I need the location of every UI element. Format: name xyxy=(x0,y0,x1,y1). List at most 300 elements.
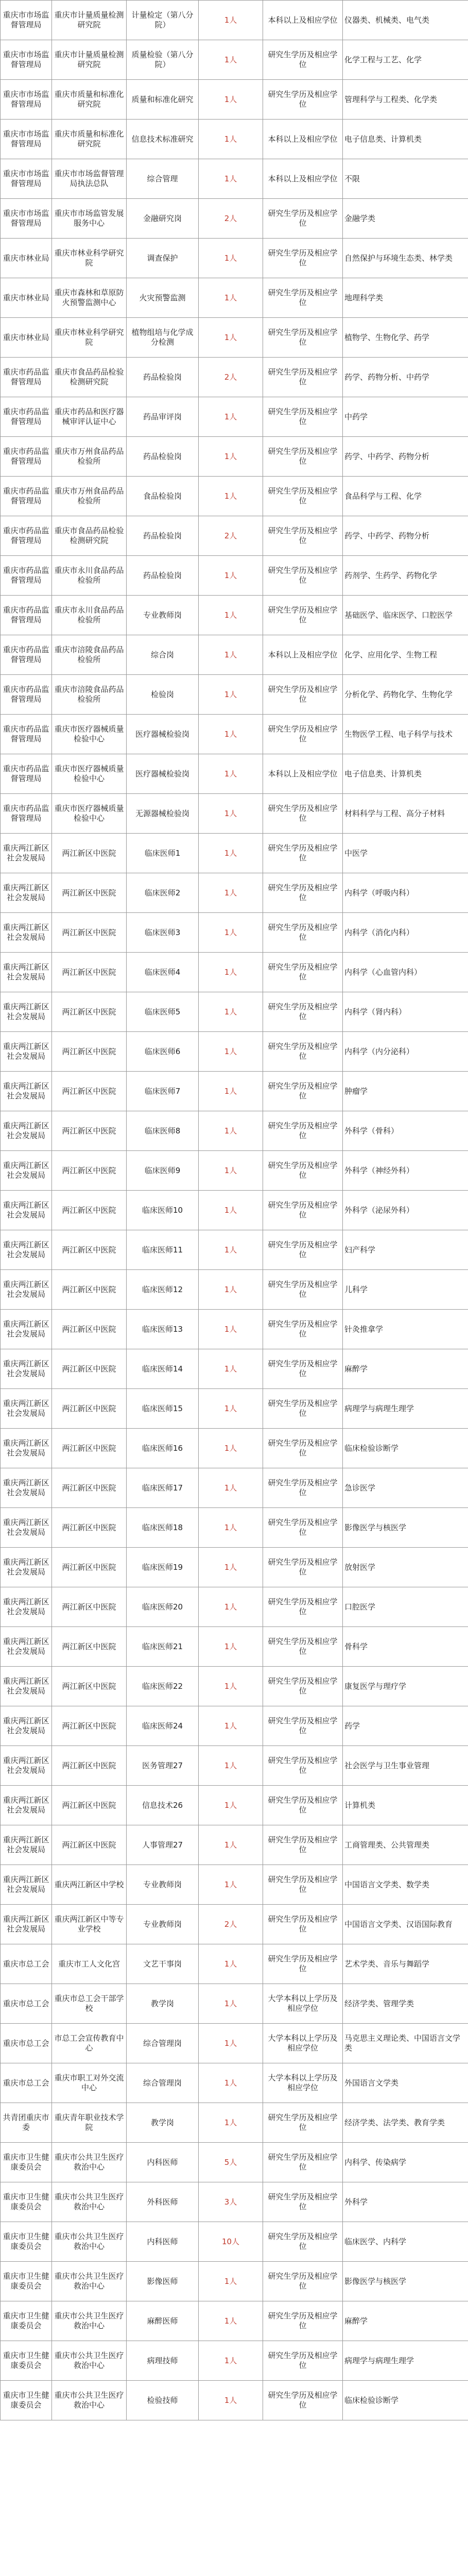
position-cell: 教学岗 xyxy=(127,2103,199,2143)
unit-cell: 重庆市公共卫生医疗救治中心 xyxy=(52,2222,127,2262)
count-cell: 1人 xyxy=(199,80,263,120)
unit-cell: 两江新区中医院 xyxy=(52,1786,127,1825)
unit-cell: 重庆市森林和草原防火预警监测中心 xyxy=(52,278,127,318)
position-cell: 影像医师 xyxy=(127,2262,199,2301)
count-cell: 1人 xyxy=(199,2341,263,2381)
position-cell: 火灾预警监测 xyxy=(127,278,199,318)
education-cell: 研究生学历及相应学位 xyxy=(263,1111,343,1151)
department-cell: 重庆市药品监督管理局 xyxy=(1,754,52,794)
table-row xyxy=(1,1627,468,1667)
unit-cell: 两江新区中医院 xyxy=(52,1151,127,1191)
count-cell: 1人 xyxy=(199,913,263,953)
count-cell: 1人 xyxy=(199,1270,263,1310)
education-cell: 研究生学历及相应学位 xyxy=(263,1072,343,1111)
department-cell: 重庆市市场监督管理局 xyxy=(1,40,52,80)
education-cell: 研究生学历及相应学位 xyxy=(263,516,343,556)
position-cell: 药品审评岗 xyxy=(127,397,199,437)
major-cell: 中国语言文学类、数学类 xyxy=(343,1865,468,1905)
position-cell: 临床医师22 xyxy=(127,1667,199,1706)
unit-cell: 重庆市药品和医疗器械审评认证中心 xyxy=(52,397,127,437)
position-cell: 计量检定（第八分院） xyxy=(127,1,199,40)
department-cell: 重庆市卫生健康委员会 xyxy=(1,2301,52,2341)
position-cell: 质量和标准化研究 xyxy=(127,80,199,120)
major-cell: 电子信息类、计算机类 xyxy=(343,120,468,159)
department-cell: 重庆两江新区社会发展局 xyxy=(1,1072,52,1111)
education-cell: 研究生学历及相应学位 xyxy=(263,278,343,318)
table-row xyxy=(1,1905,468,1944)
major-cell: 内科学（消化内科） xyxy=(343,913,468,953)
department-cell: 重庆两江新区社会发展局 xyxy=(1,873,52,913)
position-cell: 临床医师18 xyxy=(127,1508,199,1548)
table-row xyxy=(1,2103,468,2143)
major-cell: 外科学 xyxy=(343,2182,468,2222)
unit-cell: 重庆市食品药品检验检测研究院 xyxy=(52,358,127,397)
table-row xyxy=(1,1508,468,1548)
position-cell: 医务管理27 xyxy=(127,1746,199,1786)
major-cell: 基础医学、临床医学、口腔医学 xyxy=(343,596,468,635)
position-cell: 综合管理 xyxy=(127,159,199,199)
table-row xyxy=(1,1667,468,1706)
count-cell: 1人 xyxy=(199,1151,263,1191)
position-cell: 临床医师9 xyxy=(127,1151,199,1191)
major-cell: 口腔医学 xyxy=(343,1587,468,1627)
unit-cell: 重庆市公共卫生医疗救治中心 xyxy=(52,2301,127,2341)
position-cell: 专业教师岗 xyxy=(127,596,199,635)
count-cell: 1人 xyxy=(199,1746,263,1786)
education-cell: 研究生学历及相应学位 xyxy=(263,2301,343,2341)
education-cell: 研究生学历及相应学位 xyxy=(263,2182,343,2222)
department-cell: 重庆市药品监督管理局 xyxy=(1,358,52,397)
major-cell: 中药学 xyxy=(343,397,468,437)
department-cell: 重庆两江新区社会发展局 xyxy=(1,1468,52,1508)
table-row xyxy=(1,1270,468,1310)
position-cell: 临床医师4 xyxy=(127,953,199,992)
table-row xyxy=(1,1984,468,2024)
unit-cell: 两江新区中医院 xyxy=(52,953,127,992)
unit-cell: 重庆两江新区中等专业学校 xyxy=(52,1905,127,1944)
table-row xyxy=(1,199,468,239)
position-cell: 文艺干事岗 xyxy=(127,1944,199,1984)
table-row xyxy=(1,1230,468,1270)
major-cell: 针灸推拿学 xyxy=(343,1310,468,1349)
position-cell: 检验技师 xyxy=(127,2381,199,2420)
position-cell: 药品检验岗 xyxy=(127,516,199,556)
table-row xyxy=(1,2301,468,2341)
position-cell: 临床医师11 xyxy=(127,1230,199,1270)
education-cell: 研究生学历及相应学位 xyxy=(263,2103,343,2143)
major-cell: 外科学（泌尿外科） xyxy=(343,1191,468,1230)
department-cell: 重庆两江新区社会发展局 xyxy=(1,1865,52,1905)
position-cell: 专业教师岗 xyxy=(127,1905,199,1944)
count-cell: 1人 xyxy=(199,159,263,199)
table-row xyxy=(1,1587,468,1627)
department-cell: 重庆两江新区社会发展局 xyxy=(1,1825,52,1865)
count-cell: 1人 xyxy=(199,1191,263,1230)
department-cell: 重庆市药品监督管理局 xyxy=(1,675,52,715)
department-cell: 重庆两江新区社会发展局 xyxy=(1,1706,52,1746)
education-cell: 研究生学历及相应学位 xyxy=(263,1587,343,1627)
unit-cell: 重庆市公共卫生医疗救治中心 xyxy=(52,2143,127,2182)
major-cell: 化学、应用化学、生物工程 xyxy=(343,635,468,675)
education-cell: 研究生学历及相应学位 xyxy=(263,1905,343,1944)
unit-cell: 重庆市万州食品药品检验所 xyxy=(52,477,127,516)
major-cell: 麻醉学 xyxy=(343,1349,468,1389)
table-row xyxy=(1,1191,468,1230)
major-cell: 电子信息类、计算机类 xyxy=(343,754,468,794)
major-cell: 艺术学类、音乐与舞蹈学 xyxy=(343,1944,468,1984)
table-row xyxy=(1,40,468,80)
department-cell: 重庆两江新区社会发展局 xyxy=(1,1508,52,1548)
education-cell: 研究生学历及相应学位 xyxy=(263,2381,343,2420)
count-cell: 1人 xyxy=(199,953,263,992)
major-cell: 药学、中药学、药物分析 xyxy=(343,516,468,556)
unit-cell: 重庆市林业科学研究院 xyxy=(52,239,127,278)
education-cell: 研究生学历及相应学位 xyxy=(263,437,343,477)
position-cell: 临床医师17 xyxy=(127,1468,199,1508)
major-cell: 内科学（呼吸内科） xyxy=(343,873,468,913)
position-cell: 临床医师1 xyxy=(127,834,199,873)
major-cell: 金融学类 xyxy=(343,199,468,239)
unit-cell: 重庆市计量质量检测研究院 xyxy=(52,1,127,40)
department-cell: 重庆市卫生健康委员会 xyxy=(1,2262,52,2301)
count-cell: 1人 xyxy=(199,2262,263,2301)
unit-cell: 重庆市公共卫生医疗救治中心 xyxy=(52,2381,127,2420)
count-cell: 1人 xyxy=(199,754,263,794)
education-cell: 研究生学历及相应学位 xyxy=(263,1508,343,1548)
count-cell: 1人 xyxy=(199,675,263,715)
department-cell: 重庆市林业局 xyxy=(1,239,52,278)
position-cell: 临床医师21 xyxy=(127,1627,199,1667)
major-cell: 内科学（心血管内科） xyxy=(343,953,468,992)
education-cell: 研究生学历及相应学位 xyxy=(263,397,343,437)
department-cell: 重庆两江新区社会发展局 xyxy=(1,1905,52,1944)
unit-cell: 重庆市食品药品检验检测研究院 xyxy=(52,516,127,556)
department-cell: 重庆两江新区社会发展局 xyxy=(1,1667,52,1706)
education-cell: 研究生学历及相应学位 xyxy=(263,1230,343,1270)
unit-cell: 两江新区中医院 xyxy=(52,1508,127,1548)
major-cell: 分析化学、药物化学、生物化学 xyxy=(343,675,468,715)
count-cell: 1人 xyxy=(199,2063,263,2103)
department-cell: 重庆市药品监督管理局 xyxy=(1,794,52,834)
count-cell: 1人 xyxy=(199,635,263,675)
count-cell: 2人 xyxy=(199,358,263,397)
unit-cell: 重庆市市场监督管理局执法总队 xyxy=(52,159,127,199)
table-row xyxy=(1,715,468,754)
unit-cell: 两江新区中医院 xyxy=(52,1389,127,1429)
position-cell: 外科医师 xyxy=(127,2182,199,2222)
position-cell: 质量检验（第八分院） xyxy=(127,40,199,80)
position-cell: 临床医师12 xyxy=(127,1270,199,1310)
count-cell: 1人 xyxy=(199,1825,263,1865)
table-row xyxy=(1,1389,468,1429)
unit-cell: 两江新区中医院 xyxy=(52,1429,127,1468)
position-cell: 临床医师7 xyxy=(127,1072,199,1111)
major-cell: 急诊医学 xyxy=(343,1468,468,1508)
position-cell: 临床医师15 xyxy=(127,1389,199,1429)
unit-cell: 重庆市万州食品药品检验所 xyxy=(52,437,127,477)
count-cell: 1人 xyxy=(199,1310,263,1349)
education-cell: 研究生学历及相应学位 xyxy=(263,318,343,358)
unit-cell: 重庆市涪陵食品药品检验所 xyxy=(52,675,127,715)
major-cell: 内科学、传染病学 xyxy=(343,2143,468,2182)
major-cell: 自然保护与环境生态类、林学类 xyxy=(343,239,468,278)
department-cell: 重庆市药品监督管理局 xyxy=(1,556,52,596)
major-cell: 影像医学与核医学 xyxy=(343,1508,468,1548)
position-cell: 内科医师 xyxy=(127,2143,199,2182)
unit-cell: 重庆市医疗器械质量检验中心 xyxy=(52,794,127,834)
count-cell: 1人 xyxy=(199,596,263,635)
unit-cell: 重庆市计量质量检测研究院 xyxy=(52,40,127,80)
table-row xyxy=(1,1746,468,1786)
education-cell: 研究生学历及相应学位 xyxy=(263,1746,343,1786)
department-cell: 重庆两江新区社会发展局 xyxy=(1,1349,52,1389)
table-row xyxy=(1,2262,468,2301)
position-cell: 麻醉医师 xyxy=(127,2301,199,2341)
table-row xyxy=(1,556,468,596)
position-cell: 信息技术26 xyxy=(127,1786,199,1825)
major-cell: 放射医学 xyxy=(343,1548,468,1587)
major-cell: 药学、中药学、药物分析 xyxy=(343,437,468,477)
unit-cell: 两江新区中医院 xyxy=(52,913,127,953)
major-cell: 仪器类、机械类、电气类 xyxy=(343,1,468,40)
department-cell: 重庆两江新区社会发展局 xyxy=(1,1151,52,1191)
major-cell: 中医学 xyxy=(343,834,468,873)
education-cell: 研究生学历及相应学位 xyxy=(263,199,343,239)
education-cell: 研究生学历及相应学位 xyxy=(263,596,343,635)
position-cell: 无源器械检验岗 xyxy=(127,794,199,834)
department-cell: 重庆两江新区社会发展局 xyxy=(1,913,52,953)
table-row xyxy=(1,1151,468,1191)
unit-cell: 重庆市公共卫生医疗救治中心 xyxy=(52,2262,127,2301)
department-cell: 共青团重庆市委 xyxy=(1,2103,52,2143)
department-cell: 重庆市林业局 xyxy=(1,318,52,358)
education-cell: 研究生学历及相应学位 xyxy=(263,992,343,1032)
table-row xyxy=(1,1825,468,1865)
unit-cell: 重庆市永川食品药品检验所 xyxy=(52,596,127,635)
education-cell: 本科以上及相应学位 xyxy=(263,120,343,159)
department-cell: 重庆两江新区社会发展局 xyxy=(1,992,52,1032)
unit-cell: 两江新区中医院 xyxy=(52,1310,127,1349)
unit-cell: 两江新区中医院 xyxy=(52,873,127,913)
education-cell: 研究生学历及相应学位 xyxy=(263,2341,343,2381)
unit-cell: 两江新区中医院 xyxy=(52,1587,127,1627)
count-cell: 3人 xyxy=(199,2182,263,2222)
department-cell: 重庆市市场监督管理局 xyxy=(1,1,52,40)
department-cell: 重庆市卫生健康委员会 xyxy=(1,2381,52,2420)
unit-cell: 重庆市林业科学研究院 xyxy=(52,318,127,358)
position-cell: 医疗器械检验岗 xyxy=(127,715,199,754)
table-row xyxy=(1,120,468,159)
count-cell: 1人 xyxy=(199,239,263,278)
position-cell: 金融研究岗 xyxy=(127,199,199,239)
position-cell: 食品检验岗 xyxy=(127,477,199,516)
unit-cell: 重庆市公共卫生医疗救治中心 xyxy=(52,2182,127,2222)
unit-cell: 两江新区中医院 xyxy=(52,1111,127,1151)
major-cell: 材料科学与工程、高分子材料 xyxy=(343,794,468,834)
education-cell: 研究生学历及相应学位 xyxy=(263,834,343,873)
unit-cell: 两江新区中医院 xyxy=(52,1746,127,1786)
education-cell: 本科以上及相应学位 xyxy=(263,1,343,40)
department-cell: 重庆两江新区社会发展局 xyxy=(1,1627,52,1667)
count-cell: 1人 xyxy=(199,1111,263,1151)
table-row xyxy=(1,992,468,1032)
position-cell: 临床医师13 xyxy=(127,1310,199,1349)
position-cell: 临床医师14 xyxy=(127,1349,199,1389)
position-cell: 医疗器械检验岗 xyxy=(127,754,199,794)
count-cell: 2人 xyxy=(199,516,263,556)
count-cell: 1人 xyxy=(199,794,263,834)
position-cell: 病理技师 xyxy=(127,2341,199,2381)
major-cell: 临床检验诊断学 xyxy=(343,2381,468,2420)
education-cell: 研究生学历及相应学位 xyxy=(263,873,343,913)
position-cell: 临床医师6 xyxy=(127,1032,199,1072)
education-cell: 研究生学历及相应学位 xyxy=(263,1706,343,1746)
unit-cell: 两江新区中医院 xyxy=(52,1191,127,1230)
table-row xyxy=(1,873,468,913)
education-cell: 研究生学历及相应学位 xyxy=(263,1548,343,1587)
table-row xyxy=(1,477,468,516)
table-row xyxy=(1,358,468,397)
major-cell: 康复医学与理疗学 xyxy=(343,1667,468,1706)
major-cell: 计算机类 xyxy=(343,1786,468,1825)
department-cell: 重庆两江新区社会发展局 xyxy=(1,1548,52,1587)
department-cell: 重庆市药品监督管理局 xyxy=(1,516,52,556)
education-cell: 研究生学历及相应学位 xyxy=(263,953,343,992)
position-cell: 人事管理27 xyxy=(127,1825,199,1865)
education-cell: 大学本科以上学历及相应学位 xyxy=(263,1984,343,2024)
position-cell: 药品检验岗 xyxy=(127,437,199,477)
education-cell: 研究生学历及相应学位 xyxy=(263,1627,343,1667)
count-cell: 1人 xyxy=(199,1349,263,1389)
table-row xyxy=(1,1468,468,1508)
education-cell: 研究生学历及相应学位 xyxy=(263,715,343,754)
count-cell: 1人 xyxy=(199,1865,263,1905)
department-cell: 重庆市市场监督管理局 xyxy=(1,80,52,120)
position-cell: 临床医师3 xyxy=(127,913,199,953)
education-cell: 研究生学历及相应学位 xyxy=(263,1349,343,1389)
education-cell: 研究生学历及相应学位 xyxy=(263,1865,343,1905)
table-row xyxy=(1,397,468,437)
unit-cell: 两江新区中医院 xyxy=(52,1230,127,1270)
department-cell: 重庆市药品监督管理局 xyxy=(1,437,52,477)
department-cell: 重庆两江新区社会发展局 xyxy=(1,1310,52,1349)
count-cell: 1人 xyxy=(199,873,263,913)
unit-cell: 两江新区中医院 xyxy=(52,1468,127,1508)
position-cell: 综合管理岗 xyxy=(127,2024,199,2063)
table-row xyxy=(1,834,468,873)
unit-cell: 两江新区中医院 xyxy=(52,834,127,873)
table-row xyxy=(1,794,468,834)
table-row xyxy=(1,1944,468,1984)
table-row xyxy=(1,635,468,675)
department-cell: 重庆两江新区社会发展局 xyxy=(1,1587,52,1627)
education-cell: 研究生学历及相应学位 xyxy=(263,358,343,397)
department-cell: 重庆市总工会 xyxy=(1,2024,52,2063)
department-cell: 重庆市市场监督管理局 xyxy=(1,120,52,159)
department-cell: 重庆市总工会 xyxy=(1,1944,52,1984)
education-cell: 研究生学历及相应学位 xyxy=(263,1151,343,1191)
education-cell: 研究生学历及相应学位 xyxy=(263,1944,343,1984)
major-cell: 临床检验诊断学 xyxy=(343,1429,468,1468)
table-row xyxy=(1,239,468,278)
department-cell: 重庆两江新区社会发展局 xyxy=(1,1111,52,1151)
table-row xyxy=(1,159,468,199)
count-cell: 10人 xyxy=(199,2222,263,2262)
department-cell: 重庆市卫生健康委员会 xyxy=(1,2222,52,2262)
count-cell: 1人 xyxy=(199,40,263,80)
count-cell: 2人 xyxy=(199,199,263,239)
unit-cell: 两江新区中医院 xyxy=(52,1825,127,1865)
table-row xyxy=(1,2341,468,2381)
table-row xyxy=(1,2024,468,2063)
count-cell: 1人 xyxy=(199,278,263,318)
unit-cell: 重庆市总工会干部学校 xyxy=(52,1984,127,2024)
count-cell: 1人 xyxy=(199,2103,263,2143)
unit-cell: 重庆市医疗器械质量检验中心 xyxy=(52,754,127,794)
department-cell: 重庆两江新区社会发展局 xyxy=(1,834,52,873)
position-cell: 临床医师8 xyxy=(127,1111,199,1151)
education-cell: 研究生学历及相应学位 xyxy=(263,1310,343,1349)
unit-cell: 重庆市市场监管发展服务中心 xyxy=(52,199,127,239)
count-cell: 1人 xyxy=(199,318,263,358)
unit-cell: 两江新区中医院 xyxy=(52,992,127,1032)
count-cell: 1人 xyxy=(199,1072,263,1111)
education-cell: 研究生学历及相应学位 xyxy=(263,2262,343,2301)
education-cell: 研究生学历及相应学位 xyxy=(263,80,343,120)
department-cell: 重庆市卫生健康委员会 xyxy=(1,2341,52,2381)
department-cell: 重庆两江新区社会发展局 xyxy=(1,953,52,992)
table-row xyxy=(1,1349,468,1389)
table-row xyxy=(1,675,468,715)
position-cell: 教学岗 xyxy=(127,1984,199,2024)
unit-cell: 重庆市公共卫生医疗救治中心 xyxy=(52,2341,127,2381)
count-cell: 1人 xyxy=(199,1468,263,1508)
department-cell: 重庆两江新区社会发展局 xyxy=(1,1191,52,1230)
unit-cell: 两江新区中医院 xyxy=(52,1349,127,1389)
major-cell: 影像医学与核医学 xyxy=(343,2262,468,2301)
position-cell: 药品检验岗 xyxy=(127,556,199,596)
education-cell: 研究生学历及相应学位 xyxy=(263,1786,343,1825)
table-row xyxy=(1,1111,468,1151)
major-cell: 药剂学、生药学、药物化学 xyxy=(343,556,468,596)
count-cell: 1人 xyxy=(199,1548,263,1587)
major-cell: 外科学（骨科） xyxy=(343,1111,468,1151)
count-cell: 5人 xyxy=(199,2143,263,2182)
education-cell: 研究生学历及相应学位 xyxy=(263,1032,343,1072)
position-cell: 临床医师16 xyxy=(127,1429,199,1468)
department-cell: 重庆市药品监督管理局 xyxy=(1,635,52,675)
department-cell: 重庆市药品监督管理局 xyxy=(1,477,52,516)
unit-cell: 重庆青年职业技术学院 xyxy=(52,2103,127,2143)
education-cell: 研究生学历及相应学位 xyxy=(263,1191,343,1230)
count-cell: 1人 xyxy=(199,1,263,40)
department-cell: 重庆市卫生健康委员会 xyxy=(1,2143,52,2182)
major-cell: 药学 xyxy=(343,1706,468,1746)
department-cell: 重庆市市场监督管理局 xyxy=(1,159,52,199)
unit-cell: 两江新区中医院 xyxy=(52,1270,127,1310)
count-cell: 1人 xyxy=(199,1587,263,1627)
unit-cell: 重庆两江新区中学校 xyxy=(52,1865,127,1905)
count-cell: 1人 xyxy=(199,992,263,1032)
unit-cell: 市总工会宣传教育中心 xyxy=(52,2024,127,2063)
count-cell: 1人 xyxy=(199,1389,263,1429)
major-cell: 病理学与病理生理学 xyxy=(343,1389,468,1429)
count-cell: 1人 xyxy=(199,2301,263,2341)
table-row xyxy=(1,1072,468,1111)
unit-cell: 重庆市医疗器械质量检验中心 xyxy=(52,715,127,754)
education-cell: 大学本科以上学历及相应学位 xyxy=(263,2063,343,2103)
unit-cell: 重庆市工人文化宫 xyxy=(52,1944,127,1984)
